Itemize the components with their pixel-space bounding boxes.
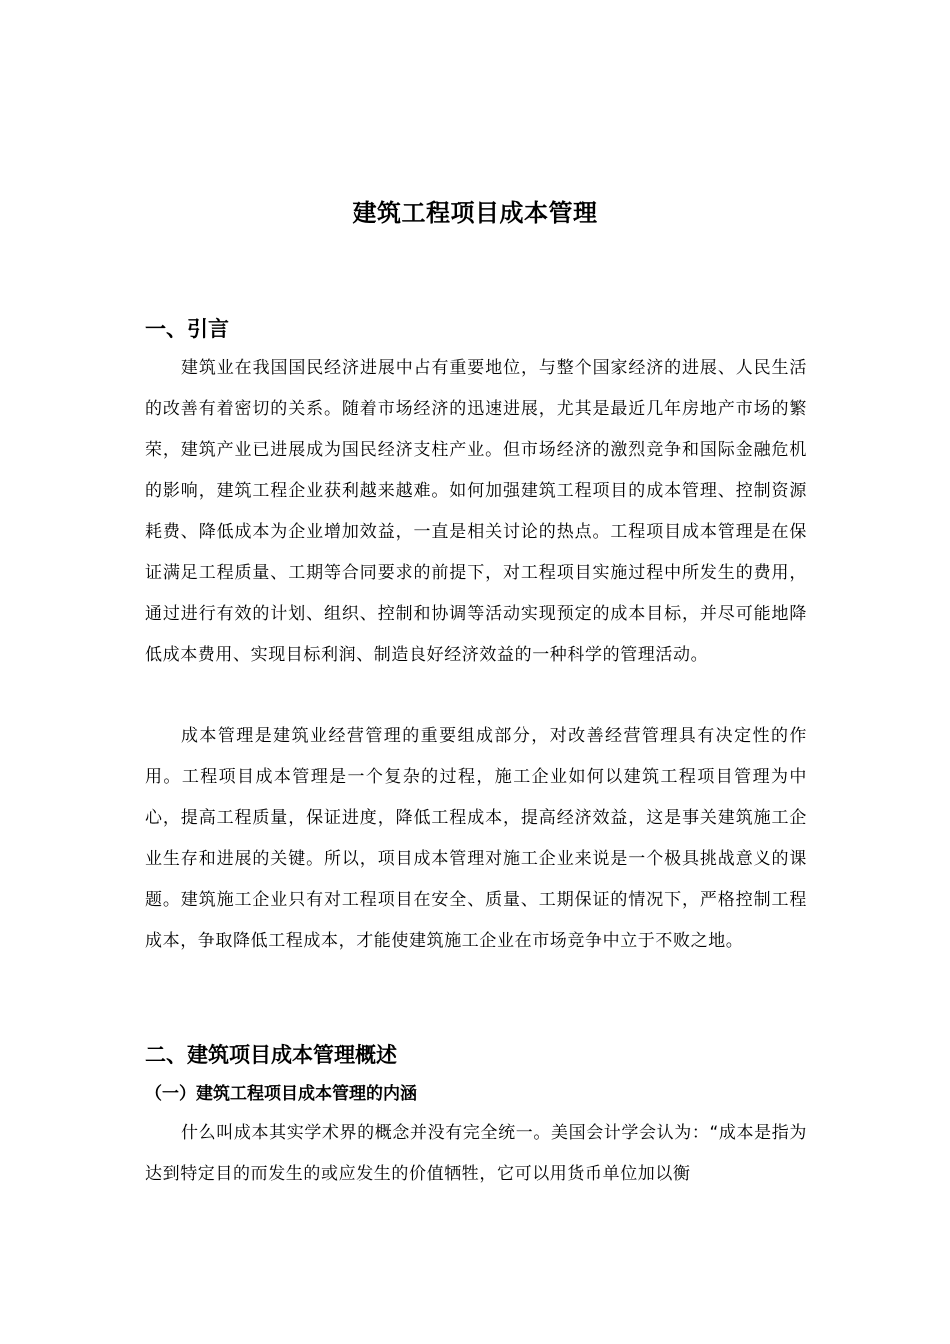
section-heading-overview: 二、建筑项目成本管理概述 xyxy=(145,1043,397,1067)
section-heading-introduction: 一、引言 xyxy=(145,317,229,341)
paragraph-introduction-2: 成本管理是建筑业经营管理的重要组成部分，对改善经营管理具有决定性的作用。工程项目成本管理是一个复杂的过程，施工企业如何以建筑工程项目管理为中心，提高工程质量，保证进度，降低工程成本，提高经济效益，这是事关建筑施工企业生存和进展的关键。所以，项目成本管理对施工企业来说是一个极具挑战意义的课题。建筑施工企业只有对工程项目在安全、质量、工期保证的情况下，严格控制工程成本，争取降低工程成本，才能使建筑施工企业在市场竞争中立于不败之地。 xyxy=(145,726,807,951)
subsection-heading-connotation: （一）建筑工程项目成本管理的内涵 xyxy=(145,1084,417,1104)
paragraph-introduction-1: 建筑业在我国国民经济进展中占有重要地位，与整个国家经济的进展、人民生活的改善有着密切的关系。随着市场经济的迅速进展，尤其是最近几年房地产市场的繁荣，建筑产业已进展成为国民经济支柱产业。但市场经济的激烈竞争和国际金融危机的影响，建筑工程企业获利越来越难。如何加强建筑工程项目的成本管理、控制资源耗费、降低成本为企业增加效益，一直是相关讨论的热点。工程项目成本管理是在保证满足工程质量、工期等合同要求的前提下，对工程项目实施过程中所发生的费用，通过进行有效的计划、组织、控制和协调等活动实现预定的成本目标，并尽可能地降低成本费用、实现目标利润、制造良好经济效益的一种科学的管理活动。 xyxy=(145,358,807,665)
paragraph-connotation-1: 什么叫成本其实学术界的概念并没有完全统一。美国会计学会认为：“成本是指为达到特定目的而发生的或应发生的价值牺牲，它可以用货币单位加以衡 xyxy=(145,1123,807,1184)
document-title: 建筑工程项目成本管理 xyxy=(352,199,598,227)
